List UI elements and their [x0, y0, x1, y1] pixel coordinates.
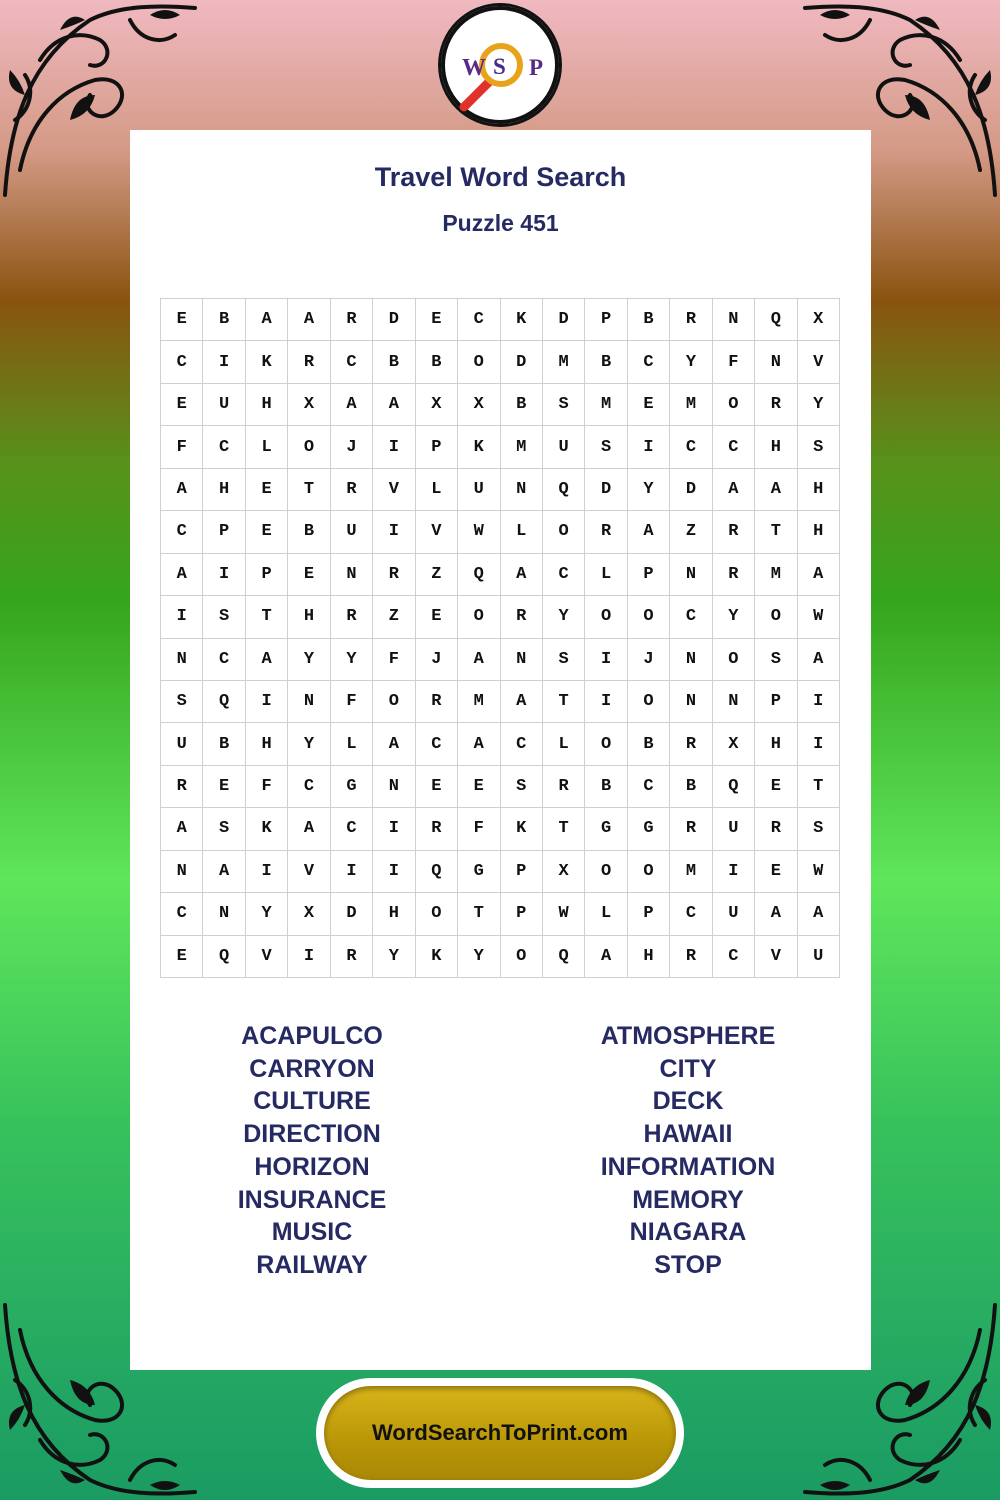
grid-cell[interactable]: B: [628, 723, 670, 765]
grid-cell[interactable]: S: [543, 639, 585, 681]
page-title: Travel Word Search: [374, 162, 627, 192]
grid-cell[interactable]: R: [755, 808, 797, 850]
grid-cell[interactable]: O: [585, 851, 627, 893]
grid-cell[interactable]: I: [161, 596, 203, 638]
grid-cell[interactable]: N: [373, 766, 415, 808]
grid-cell[interactable]: A: [288, 808, 330, 850]
grid-cell[interactable]: I: [373, 808, 415, 850]
grid-cell[interactable]: E: [416, 596, 458, 638]
grid-cell[interactable]: K: [501, 299, 543, 341]
grid-cell[interactable]: M: [755, 554, 797, 596]
grid-cell[interactable]: G: [331, 766, 373, 808]
grid-cell[interactable]: N: [713, 299, 755, 341]
grid-cell[interactable]: C: [416, 723, 458, 765]
word-list-item: MEMORY: [632, 1185, 744, 1214]
grid-cell[interactable]: S: [585, 426, 627, 468]
grid-cell[interactable]: A: [755, 893, 797, 935]
grid-cell[interactable]: C: [713, 936, 755, 978]
letter-grid: [160, 298, 840, 978]
grid-cell[interactable]: Y: [288, 639, 330, 681]
logo-letter-w: W: [462, 55, 486, 81]
grid-cell[interactable]: F: [246, 766, 288, 808]
grid-cell[interactable]: H: [755, 723, 797, 765]
grid-cell[interactable]: W: [798, 851, 840, 893]
grid-cell[interactable]: P: [628, 893, 670, 935]
grid-cell[interactable]: Y: [331, 639, 373, 681]
word-list-item: HAWAII: [643, 1120, 733, 1149]
word-list-item: STOP: [654, 1250, 722, 1279]
grid-cell[interactable]: L: [585, 893, 627, 935]
grid-cell[interactable]: L: [331, 723, 373, 765]
grid-cell[interactable]: O: [585, 596, 627, 638]
grid-cell[interactable]: G: [458, 851, 500, 893]
grid-cell[interactable]: T: [458, 893, 500, 935]
grid-cell[interactable]: O: [416, 893, 458, 935]
grid-cell[interactable]: V: [798, 341, 840, 383]
grid-cell[interactable]: A: [585, 936, 627, 978]
grid-cell[interactable]: H: [798, 469, 840, 511]
grid-cell[interactable]: A: [458, 723, 500, 765]
site-name[interactable]: WordSearchToPrint.com: [372, 1420, 628, 1445]
grid-cell[interactable]: F: [161, 426, 203, 468]
grid-cell[interactable]: B: [501, 384, 543, 426]
grid-cell[interactable]: B: [373, 341, 415, 383]
grid-cell[interactable]: A: [755, 469, 797, 511]
grid-cell[interactable]: R: [331, 299, 373, 341]
grid-cell[interactable]: N: [670, 554, 712, 596]
grid-cell[interactable]: M: [670, 384, 712, 426]
grid-cell[interactable]: R: [713, 554, 755, 596]
word-list-item: HORIZON: [254, 1152, 370, 1181]
grid-cell[interactable]: V: [755, 936, 797, 978]
logo-letter-s: S: [493, 54, 506, 79]
grid-cell[interactable]: W: [543, 893, 585, 935]
word-list-item: INSURANCE: [237, 1185, 387, 1214]
grid-cell[interactable]: I: [288, 936, 330, 978]
grid-cell[interactable]: V: [288, 851, 330, 893]
grid-cell[interactable]: X: [798, 299, 840, 341]
site-banner[interactable]: [316, 1378, 684, 1488]
grid-cell[interactable]: O: [628, 681, 670, 723]
grid-cell[interactable]: B: [585, 341, 627, 383]
grid-cell[interactable]: N: [670, 681, 712, 723]
grid-cell[interactable]: N: [501, 469, 543, 511]
word-list-item: DIRECTION: [243, 1120, 381, 1149]
grid-cell[interactable]: O: [713, 384, 755, 426]
grid-cell[interactable]: E: [755, 851, 797, 893]
grid-cell[interactable]: Y: [798, 384, 840, 426]
grid-cell[interactable]: N: [713, 681, 755, 723]
grid-cell[interactable]: Y: [288, 723, 330, 765]
grid-cell[interactable]: A: [798, 554, 840, 596]
grid-cell[interactable]: C: [713, 426, 755, 468]
grid-cell[interactable]: I: [373, 426, 415, 468]
grid-cell[interactable]: C: [501, 723, 543, 765]
grid-cell[interactable]: N: [755, 341, 797, 383]
grid-cell[interactable]: E: [628, 384, 670, 426]
grid-cell[interactable]: S: [203, 596, 245, 638]
word-list-item: ATMOSPHERE: [600, 1022, 776, 1050]
grid-cell[interactable]: E: [288, 554, 330, 596]
grid-cell[interactable]: R: [543, 766, 585, 808]
grid-cell[interactable]: I: [585, 681, 627, 723]
grid-cell[interactable]: A: [246, 639, 288, 681]
grid-cell[interactable]: Y: [713, 596, 755, 638]
logo-letter-p: P: [529, 55, 544, 80]
grid-cell[interactable]: R: [288, 341, 330, 383]
grid-cell[interactable]: C: [628, 341, 670, 383]
grid-cell[interactable]: G: [628, 808, 670, 850]
logo: [438, 3, 562, 127]
grid-cell[interactable]: Q: [203, 936, 245, 978]
grid-cell[interactable]: H: [373, 893, 415, 935]
grid-cell[interactable]: D: [331, 893, 373, 935]
grid-cell[interactable]: S: [161, 681, 203, 723]
grid-cell[interactable]: M: [543, 341, 585, 383]
grid-cell[interactable]: R: [713, 511, 755, 553]
grid-cell[interactable]: Z: [670, 511, 712, 553]
grid-cell[interactable]: C: [161, 511, 203, 553]
grid-cell[interactable]: X: [288, 893, 330, 935]
grid-cell[interactable]: U: [161, 723, 203, 765]
grid-cell[interactable]: C: [670, 596, 712, 638]
grid-cell[interactable]: T: [246, 596, 288, 638]
word-list-item: DECK: [652, 1087, 724, 1116]
grid-cell[interactable]: H: [628, 936, 670, 978]
grid-cell[interactable]: Y: [628, 469, 670, 511]
grid-cell[interactable]: K: [501, 808, 543, 850]
grid-cell[interactable]: C: [161, 893, 203, 935]
grid-cell[interactable]: J: [331, 426, 373, 468]
grid-cell[interactable]: T: [755, 511, 797, 553]
grid-cell[interactable]: O: [628, 596, 670, 638]
grid-cell[interactable]: P: [585, 299, 627, 341]
grid-cell[interactable]: C: [288, 766, 330, 808]
grid-cell[interactable]: H: [755, 426, 797, 468]
grid-cell[interactable]: S: [501, 766, 543, 808]
grid-cell[interactable]: T: [543, 808, 585, 850]
grid-cell[interactable]: B: [670, 766, 712, 808]
grid-cell[interactable]: I: [713, 851, 755, 893]
grid-cell[interactable]: F: [373, 639, 415, 681]
grid-cell[interactable]: B: [628, 299, 670, 341]
grid-cell[interactable]: I: [798, 681, 840, 723]
grid-cell[interactable]: L: [416, 469, 458, 511]
grid-cell[interactable]: A: [331, 384, 373, 426]
grid-cell[interactable]: N: [331, 554, 373, 596]
word-list-item: CULTURE: [253, 1087, 371, 1116]
grid-cell[interactable]: X: [288, 384, 330, 426]
grid-cell[interactable]: U: [543, 426, 585, 468]
grid-cell[interactable]: P: [501, 851, 543, 893]
grid-cell[interactable]: A: [373, 384, 415, 426]
grid-cell[interactable]: R: [331, 469, 373, 511]
grid-cell[interactable]: R: [670, 936, 712, 978]
grid-cell[interactable]: S: [798, 426, 840, 468]
grid-cell[interactable]: A: [798, 639, 840, 681]
grid-cell[interactable]: P: [501, 893, 543, 935]
grid-cell[interactable]: Y: [246, 893, 288, 935]
grid-cell[interactable]: A: [713, 469, 755, 511]
grid-cell[interactable]: N: [501, 639, 543, 681]
grid-cell[interactable]: C: [331, 341, 373, 383]
grid-cell[interactable]: D: [373, 299, 415, 341]
grid-cell[interactable]: M: [585, 384, 627, 426]
grid-cell[interactable]: S: [755, 639, 797, 681]
grid-cell[interactable]: Y: [373, 936, 415, 978]
grid-cell[interactable]: E: [416, 766, 458, 808]
grid-cell[interactable]: C: [543, 554, 585, 596]
grid-cell[interactable]: A: [628, 511, 670, 553]
grid-cell[interactable]: Q: [203, 681, 245, 723]
grid-cell[interactable]: D: [543, 299, 585, 341]
grid-cell[interactable]: U: [713, 808, 755, 850]
grid-cell[interactable]: C: [203, 426, 245, 468]
grid-cell[interactable]: A: [373, 723, 415, 765]
grid-cell[interactable]: O: [458, 596, 500, 638]
grid-cell[interactable]: M: [458, 681, 500, 723]
grid-cell[interactable]: R: [670, 808, 712, 850]
grid-cell[interactable]: P: [755, 681, 797, 723]
grid-cell[interactable]: O: [501, 936, 543, 978]
grid-cell[interactable]: E: [416, 299, 458, 341]
word-list-item: ACAPULCO: [241, 1022, 383, 1050]
grid-cell[interactable]: L: [501, 511, 543, 553]
grid-cell[interactable]: B: [585, 766, 627, 808]
word-list-right: [538, 1020, 838, 1282]
grid-cell[interactable]: O: [755, 596, 797, 638]
grid-cell[interactable]: Z: [416, 554, 458, 596]
grid-cell[interactable]: K: [246, 341, 288, 383]
grid-cell[interactable]: P: [203, 511, 245, 553]
grid-cell[interactable]: F: [458, 808, 500, 850]
grid-cell[interactable]: A: [798, 893, 840, 935]
grid-cell[interactable]: E: [161, 936, 203, 978]
grid-cell[interactable]: N: [288, 681, 330, 723]
grid-cell[interactable]: F: [713, 341, 755, 383]
grid-cell[interactable]: P: [416, 426, 458, 468]
grid-cell[interactable]: O: [288, 426, 330, 468]
grid-cell[interactable]: V: [246, 936, 288, 978]
grid-cell[interactable]: X: [458, 384, 500, 426]
grid-cell[interactable]: A: [246, 299, 288, 341]
site-pill[interactable]: [324, 1386, 676, 1480]
grid-cell[interactable]: J: [628, 639, 670, 681]
grid-cell[interactable]: A: [288, 299, 330, 341]
word-list-item: CARRYON: [249, 1054, 375, 1083]
grid-cell[interactable]: Q: [416, 851, 458, 893]
grid-cell[interactable]: B: [203, 299, 245, 341]
grid-cell[interactable]: O: [543, 511, 585, 553]
grid-cell[interactable]: O: [373, 681, 415, 723]
grid-cell[interactable]: C: [331, 808, 373, 850]
word-list-left: [162, 1020, 462, 1282]
grid-cell[interactable]: A: [161, 554, 203, 596]
grid-cell[interactable]: R: [670, 723, 712, 765]
grid-cell[interactable]: E: [203, 766, 245, 808]
grid-cell[interactable]: Y: [458, 936, 500, 978]
grid-cell[interactable]: L: [246, 426, 288, 468]
grid-cell[interactable]: N: [161, 639, 203, 681]
grid-cell[interactable]: C: [670, 426, 712, 468]
grid-cell[interactable]: I: [246, 681, 288, 723]
grid-cell[interactable]: R: [501, 596, 543, 638]
grid-cell[interactable]: R: [373, 554, 415, 596]
grid-cell[interactable]: R: [585, 511, 627, 553]
grid-cell[interactable]: W: [458, 511, 500, 553]
grid-cell[interactable]: M: [670, 851, 712, 893]
grid-cell[interactable]: H: [246, 384, 288, 426]
grid-cell[interactable]: R: [416, 808, 458, 850]
word-list-item: NIAGARA: [629, 1218, 747, 1247]
grid-cell[interactable]: X: [713, 723, 755, 765]
grid-cell[interactable]: P: [628, 554, 670, 596]
word-list-item: CITY: [659, 1054, 717, 1083]
grid-cell[interactable]: U: [458, 469, 500, 511]
grid-cell[interactable]: B: [416, 341, 458, 383]
grid-cell[interactable]: S: [203, 808, 245, 850]
grid-cell[interactable]: U: [203, 384, 245, 426]
grid-cell[interactable]: R: [416, 681, 458, 723]
grid-cell[interactable]: O: [713, 639, 755, 681]
grid-cell[interactable]: T: [288, 469, 330, 511]
grid-cell[interactable]: I: [628, 426, 670, 468]
grid-cell[interactable]: H: [288, 596, 330, 638]
grid-cell[interactable]: N: [670, 639, 712, 681]
grid-cell[interactable]: C: [458, 299, 500, 341]
grid-cell[interactable]: N: [203, 893, 245, 935]
grid-cell[interactable]: B: [203, 723, 245, 765]
grid-cell[interactable]: Q: [755, 299, 797, 341]
grid-cell[interactable]: R: [331, 936, 373, 978]
grid-cell[interactable]: Q: [543, 469, 585, 511]
grid-cell[interactable]: R: [670, 299, 712, 341]
grid-cell[interactable]: C: [203, 639, 245, 681]
grid-cell[interactable]: E: [161, 384, 203, 426]
magnifier-logo-icon: [438, 3, 562, 127]
grid-cell[interactable]: L: [543, 723, 585, 765]
grid-cell[interactable]: I: [798, 723, 840, 765]
puzzle-number: Puzzle 451: [442, 210, 559, 236]
grid-cell[interactable]: H: [246, 723, 288, 765]
grid-cell[interactable]: C: [628, 766, 670, 808]
grid-cell[interactable]: E: [246, 511, 288, 553]
grid-cell[interactable]: U: [713, 893, 755, 935]
grid-cell[interactable]: R: [755, 384, 797, 426]
grid-cell[interactable]: P: [246, 554, 288, 596]
grid-cell[interactable]: M: [501, 426, 543, 468]
grid-cell[interactable]: N: [161, 851, 203, 893]
grid-cell[interactable]: A: [203, 851, 245, 893]
grid-cell[interactable]: Q: [713, 766, 755, 808]
grid-cell[interactable]: K: [246, 808, 288, 850]
grid-cell[interactable]: Q: [543, 936, 585, 978]
grid-cell[interactable]: K: [458, 426, 500, 468]
grid-cell[interactable]: A: [501, 554, 543, 596]
grid-cell[interactable]: A: [458, 639, 500, 681]
grid-cell[interactable]: F: [331, 681, 373, 723]
grid-cell[interactable]: T: [543, 681, 585, 723]
grid-cell[interactable]: A: [161, 808, 203, 850]
grid-cell[interactable]: S: [543, 384, 585, 426]
grid-cell[interactable]: X: [543, 851, 585, 893]
word-list-item: MUSIC: [271, 1218, 353, 1247]
grid-cell[interactable]: U: [798, 936, 840, 978]
grid-cell[interactable]: C: [161, 341, 203, 383]
grid-cell[interactable]: E: [755, 766, 797, 808]
word-list-item: RAILWAY: [256, 1250, 368, 1279]
grid-cell[interactable]: R: [161, 766, 203, 808]
grid-cell[interactable]: I: [373, 511, 415, 553]
grid-cell[interactable]: B: [288, 511, 330, 553]
grid-cell[interactable]: H: [798, 511, 840, 553]
grid-cell[interactable]: I: [203, 341, 245, 383]
grid-cell[interactable]: Y: [670, 341, 712, 383]
grid-cell[interactable]: U: [331, 511, 373, 553]
grid-cell[interactable]: I: [203, 554, 245, 596]
grid-cell[interactable]: C: [670, 893, 712, 935]
grid-cell[interactable]: R: [331, 596, 373, 638]
grid-cell[interactable]: Y: [543, 596, 585, 638]
grid-cell[interactable]: V: [416, 511, 458, 553]
grid-cell[interactable]: G: [585, 808, 627, 850]
grid-cell[interactable]: V: [373, 469, 415, 511]
grid-cell[interactable]: E: [161, 299, 203, 341]
word-list-item: INFORMATION: [600, 1152, 776, 1181]
grid-cell[interactable]: X: [416, 384, 458, 426]
grid-cell[interactable]: O: [458, 341, 500, 383]
grid-cell[interactable]: K: [416, 936, 458, 978]
grid-cell[interactable]: D: [670, 469, 712, 511]
grid-cell[interactable]: I: [585, 639, 627, 681]
grid-cell[interactable]: Z: [373, 596, 415, 638]
grid-cell[interactable]: Q: [458, 554, 500, 596]
grid-cell[interactable]: H: [203, 469, 245, 511]
grid-cell[interactable]: E: [458, 766, 500, 808]
grid-cell[interactable]: A: [501, 681, 543, 723]
grid-cell[interactable]: L: [585, 554, 627, 596]
grid-cell[interactable]: J: [416, 639, 458, 681]
grid-cell[interactable]: I: [246, 851, 288, 893]
grid-cell[interactable]: O: [628, 851, 670, 893]
grid-cell[interactable]: D: [501, 341, 543, 383]
grid-cell[interactable]: W: [798, 596, 840, 638]
grid-cell[interactable]: I: [331, 851, 373, 893]
grid-cell[interactable]: T: [798, 766, 840, 808]
grid-cell[interactable]: A: [161, 469, 203, 511]
grid-cell[interactable]: O: [585, 723, 627, 765]
grid-cell[interactable]: S: [798, 808, 840, 850]
grid-cell[interactable]: D: [585, 469, 627, 511]
grid-cell[interactable]: I: [373, 851, 415, 893]
grid-cell[interactable]: E: [246, 469, 288, 511]
